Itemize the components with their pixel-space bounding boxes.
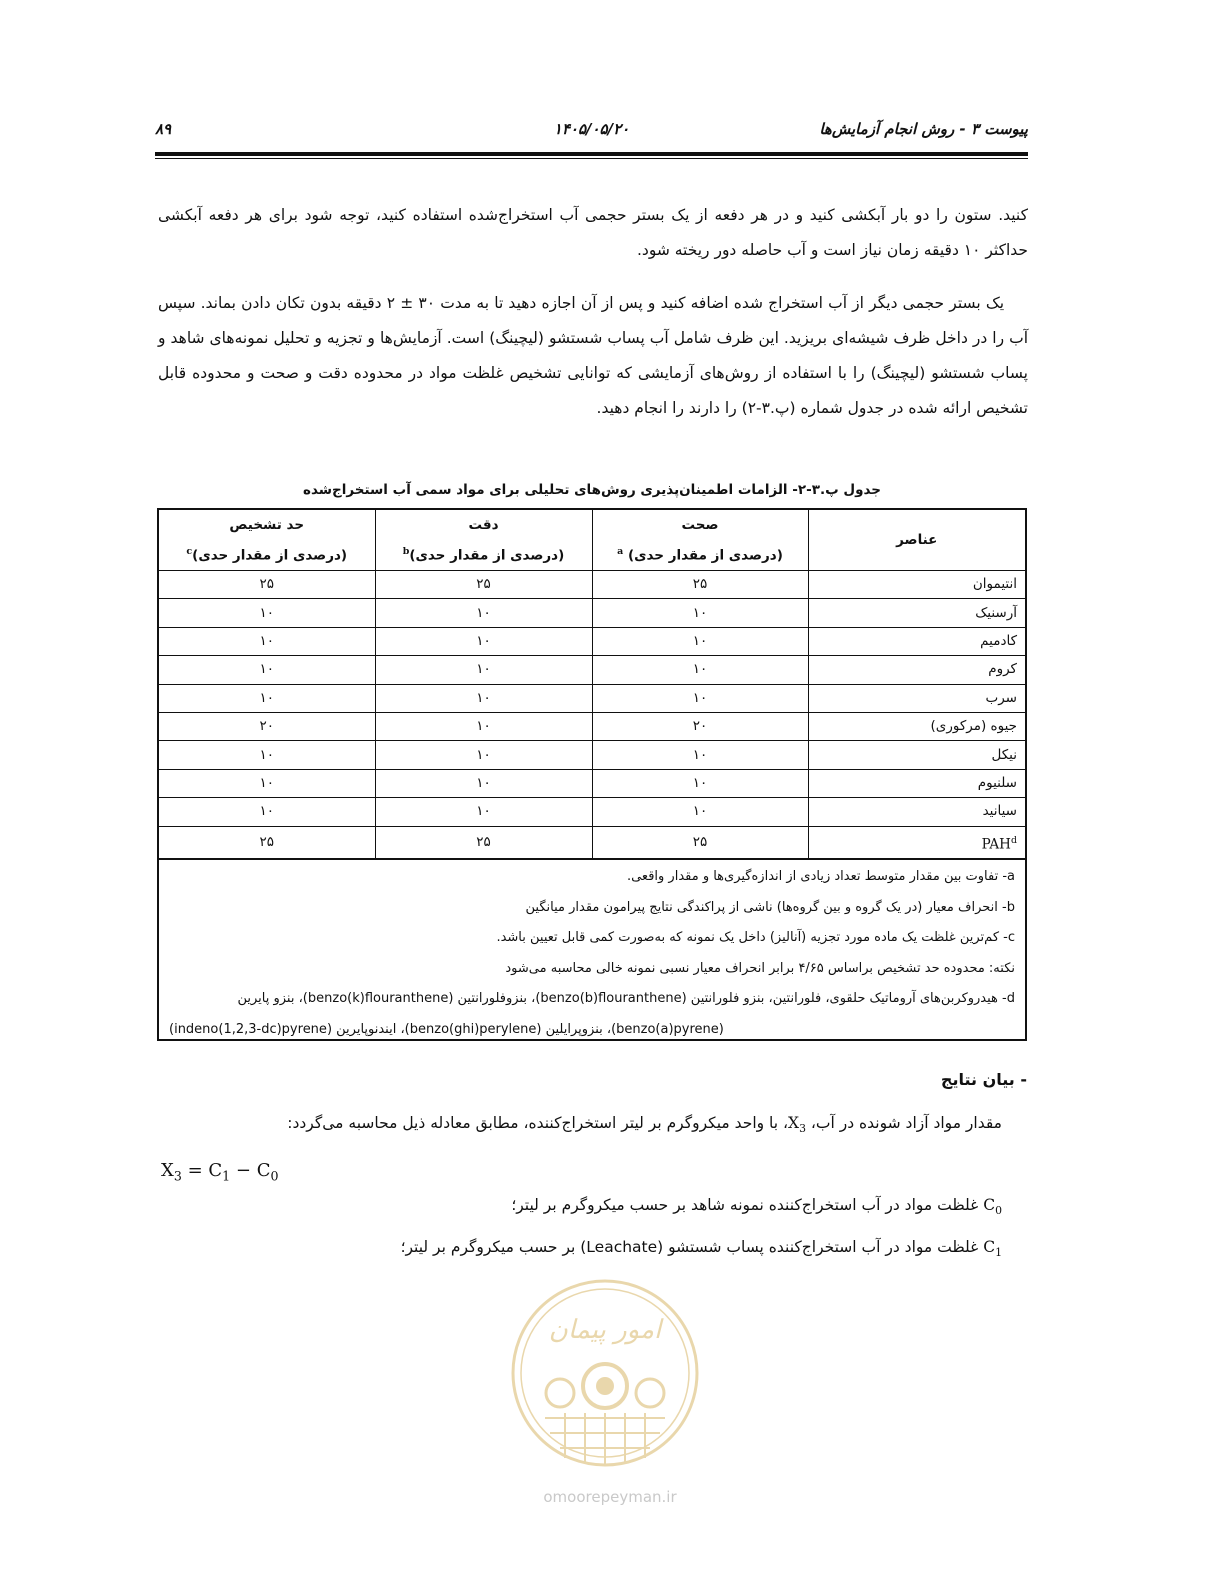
cell-detection: ۱۰: [159, 627, 375, 655]
cell-accuracy: ۱۰: [592, 627, 808, 655]
watermark-url: omoorepeyman.ir: [543, 1488, 677, 1506]
page-number: ۸۹: [155, 120, 172, 138]
cell-accuracy: ۱۰: [592, 741, 808, 769]
cell-accuracy: ۱۰: [592, 599, 808, 627]
paragraph-leaching: [158, 286, 1028, 426]
table-row: [159, 741, 1025, 769]
results-intro: مقدار مواد آزاد شونده در آب، $X_3،$ با واحد میکروگرم بر لیتر استخراج‌کننده، مطابق معادله ذیل محاسبه می‌گردد:: [287, 1114, 1002, 1136]
cell-element: انتیموان: [808, 571, 1025, 599]
definition-c1: $C_1$ غلظت مواد در آب استخراج‌کننده پساب شستشو (Leachate) بر حسب میکروگرم بر لیتر؛: [400, 1238, 1002, 1260]
footnote-d: d- هیدروکربن‌های آروماتیک حلقوی، فلورانتین، بنزو فلورانتین (benzo(b)flouranthene)، بنزوفلورانتین (benzo(k)flouranthene)، بنزو پایرین: [237, 991, 1015, 1007]
cell-accuracy: ۲۵: [592, 571, 808, 599]
footnote-d-continued: (benzo(a)pyrene)، بنزوپرایلین (benzo(ghi)perylene)، ایندنوپایرین (indeno(1,2,3-dc)pyrene): [169, 1021, 724, 1037]
header-precision: دقت (درصدی از مقدار حدی)$^b$: [375, 510, 592, 571]
paragraph-text: یک بستر حجمی دیگر از آب استخراج شده اضافه کنید و پس از آن اجازه دهید تا به مدت ۳۰ ± ۲ دقیقه بدون تکان دادن بماند. سپس آب را در داخل ظرف شیشه‌ای بریزید. این ظرف شامل آب پساب شستشو (لیچینگ) است. آزمایش‌ها و تجزیه و تحلیل نمونه‌های شاهد و پساب شستشو (لیچینگ) را با استفاده از روش‌های آزمایشی که توانایی تشخیص غلظت مواد در محدوده دقت و صحت و محدوده قابل تشخیص ارائه شده در جدول شماره (پ.۳-۲) را دارند را انجام دهید.: [158, 294, 1028, 417]
table-row: [159, 769, 1025, 797]
table-row: [159, 798, 1025, 826]
table-row: [159, 599, 1025, 627]
cell-detection: ۲۵: [159, 571, 375, 599]
watermark-logo-text: امور پیمان: [548, 1315, 662, 1345]
cell-precision: ۱۰: [375, 741, 592, 769]
cell-precision: ۱۰: [375, 712, 592, 740]
cell-precision: ۱۰: [375, 599, 592, 627]
definition-c0: $C_0$ غلظت مواد در آب استخراج‌کننده نمونه شاهد بر حسب میکروگرم بر لیتر؛: [511, 1196, 1002, 1218]
cell-element: نیکل: [808, 741, 1025, 769]
footnote-b: b- انحراف معیار (در یک گروه و بین گروه‌ها) ناشی از پراکندگی نتایج پیرامون مقدار میانگین: [525, 899, 1015, 915]
paragraph-rinse: [158, 198, 1028, 268]
table-row: [159, 571, 1025, 599]
cell-accuracy: ۱۰: [592, 769, 808, 797]
cell-detection: ۱۰: [159, 684, 375, 712]
cell-element: کادمیم: [808, 627, 1025, 655]
cell-precision: ۲۵: [375, 571, 592, 599]
cell-detection: ۲۰: [159, 712, 375, 740]
header-rule-thick: [155, 152, 1028, 156]
cell-accuracy: ۱۰: [592, 798, 808, 826]
footnote-a: a- تفاوت بین مقدار متوسط تعداد زیادی از اندازه‌گیری‌ها و مقدار واقعی.: [626, 869, 1015, 885]
cell-detection: ۲۵: [159, 826, 375, 859]
cell-element: کروم: [808, 656, 1025, 684]
table-row: [159, 627, 1025, 655]
cell-element: سیانید: [808, 798, 1025, 826]
header-rule-thin: [155, 158, 1028, 159]
cell-element: سلنیوم: [808, 769, 1025, 797]
cell-accuracy: ۱۰: [592, 684, 808, 712]
cell-precision: ۱۰: [375, 798, 592, 826]
header-element: عناصر: [808, 510, 1025, 571]
cell-detection: ۱۰: [159, 798, 375, 826]
cell-precision: ۱۰: [375, 656, 592, 684]
cell-precision: ۱۰: [375, 627, 592, 655]
table-row: [159, 684, 1025, 712]
table-caption: جدول پ.۳-۲- الزامات اطمینان‌پذیری روش‌های تحلیلی برای مواد سمی آب استخراج‌شده: [302, 482, 882, 498]
cell-element: PAH$^d$: [808, 826, 1025, 859]
cell-element: آرسنیک: [808, 599, 1025, 627]
footnote-note: نکته: محدوده حد تشخیص براساس ۴/۶۵ برابر انحراف معیار نسبی نمونه خالی محاسبه می‌شود: [505, 960, 1015, 976]
table-row: [159, 712, 1025, 740]
cell-accuracy: ۲۵: [592, 826, 808, 859]
cell-element: سرب: [808, 684, 1025, 712]
equation: $X_3 = C_1 - C_0$: [161, 1160, 279, 1184]
cell-precision: ۱۰: [375, 769, 592, 797]
table-row: [159, 826, 1025, 859]
table-row: [159, 656, 1025, 684]
paragraph-text: کنید. ستون را دو بار آبکشی کنید و در هر دفعه از یک بستر حجمی آب استخراج‌شده استفاده کنید، توجه شود برای هر دفعه آبکشی حداکثر ۱۰ دقیقه زمان نیاز است و آب حاصله دور ریخته شود.: [158, 206, 1028, 259]
watermark-logo: [505, 1268, 705, 1478]
cell-precision: ۱۰: [375, 684, 592, 712]
cell-precision: ۲۵: [375, 826, 592, 859]
header-accuracy: صحت (درصدی از مقدار حدی) $^a$: [592, 510, 808, 571]
header-detection: حد تشخیص (درصدی از مقدار حدی)$^c$: [159, 510, 375, 571]
cell-detection: ۱۰: [159, 741, 375, 769]
table-header-row: [159, 510, 1025, 571]
page-header: [155, 120, 1028, 150]
footnote-c: c- کم‌ترین غلظت یک ماده مورد تجزیه (آنالیز) داخل یک نمونه که به‌صورت کمی قابل تعیین باشد.: [496, 930, 1015, 946]
cell-detection: ۱۰: [159, 656, 375, 684]
cell-detection: ۱۰: [159, 769, 375, 797]
reliability-table: [157, 508, 1027, 1041]
results-heading: - بیان نتایج: [940, 1070, 1027, 1089]
cell-accuracy: ۱۰: [592, 656, 808, 684]
cell-element: جیوه (مرکوری): [808, 712, 1025, 740]
cell-detection: ۱۰: [159, 599, 375, 627]
table-footnotes: [159, 860, 1025, 1045]
cell-accuracy: ۲۰: [592, 712, 808, 740]
header-date: ۱۴۰۵/۰۵/۲۰: [553, 120, 630, 138]
header-title: پیوست ۳ - روش انجام آزمایش‌ها: [819, 120, 1028, 138]
